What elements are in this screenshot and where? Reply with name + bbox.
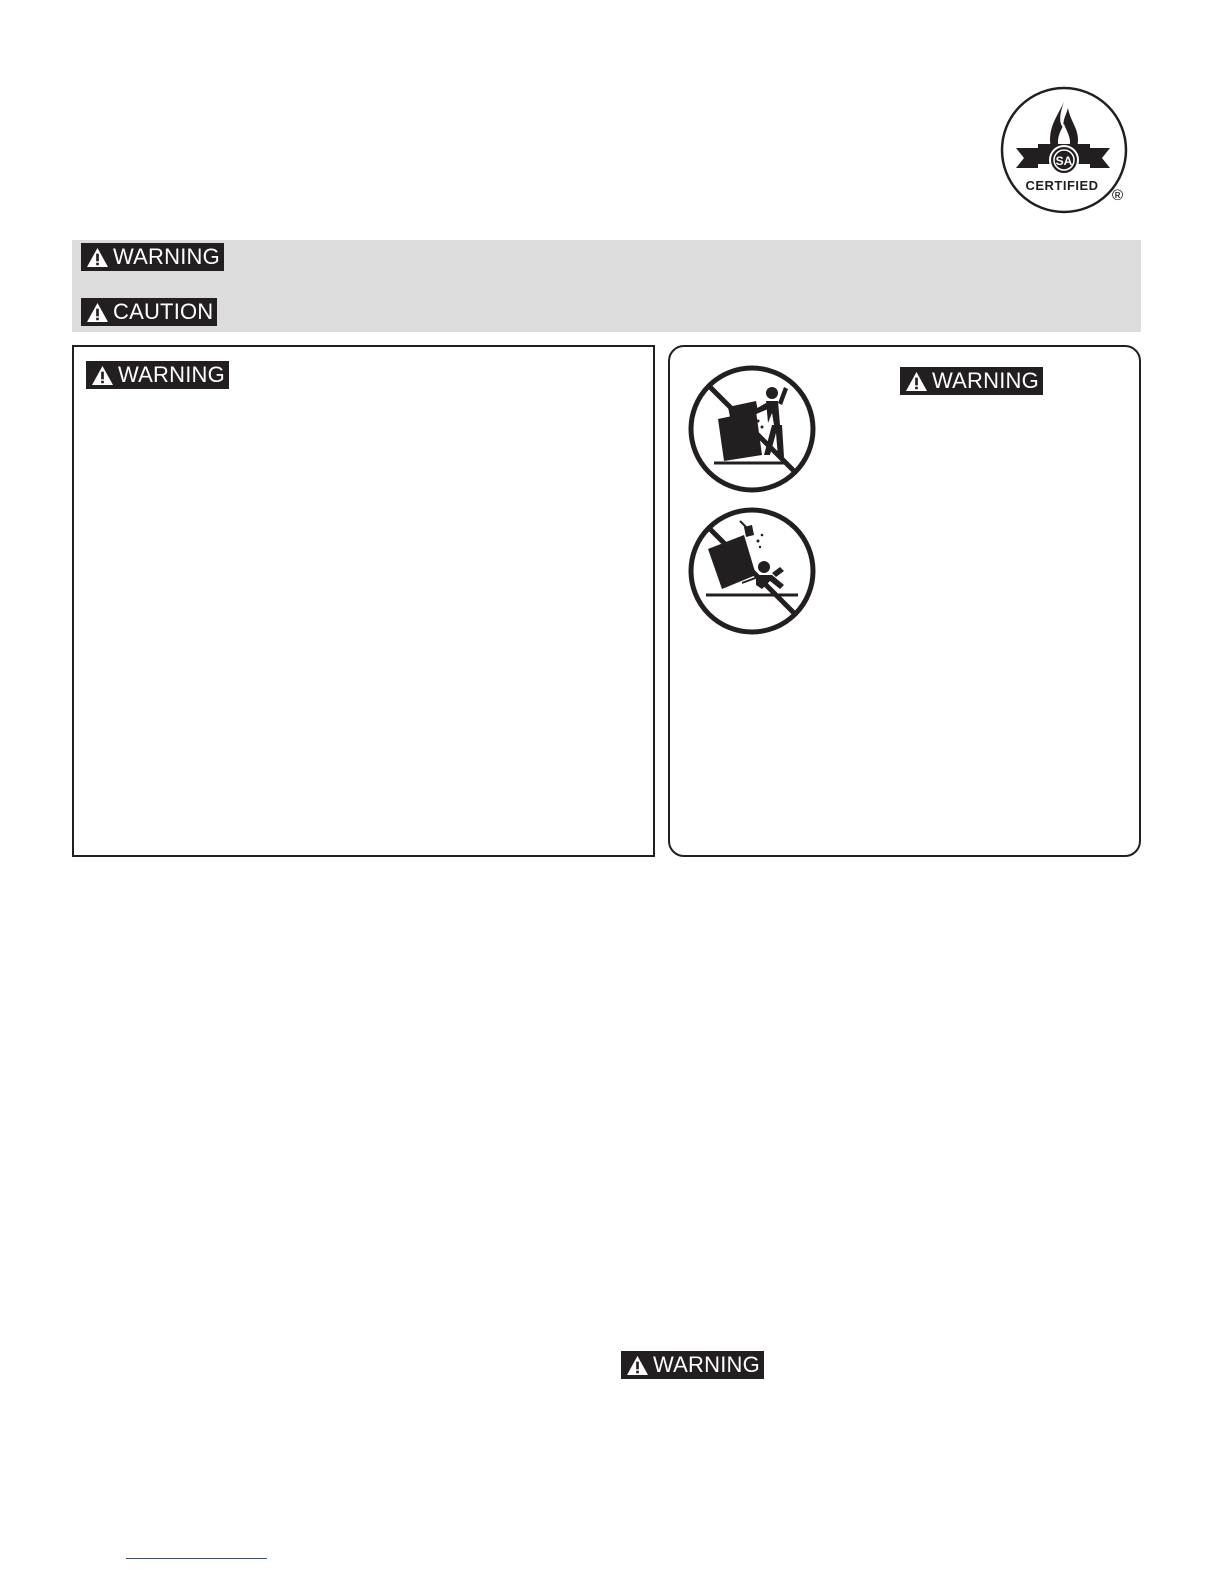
footer-link-underline[interactable] [126,1558,267,1559]
warning-text: WARNING [653,1352,760,1377]
signal-word-legend [72,240,1141,332]
alert-triangle-icon [86,302,109,323]
range-tipping-prohibited-pictogram [686,505,818,637]
csa-certification-seal [998,84,1130,216]
caution-text: CAUTION [113,299,214,324]
alert-triangle-icon [91,365,114,386]
warning-label [81,243,224,271]
warning-text: WARNING [113,244,220,269]
safety-warning-box [72,345,655,857]
seal-emblem-letters: SA [1055,154,1073,168]
alert-triangle-icon [905,371,928,392]
alert-triangle-icon [86,247,109,268]
anti-tip-warning-box [668,345,1141,857]
child-climbing-prohibited-pictogram [686,363,818,495]
seal-certified-text: CERTIFIED [1025,178,1099,193]
warning-text: WARNING [118,362,225,387]
warning-text: WARNING [932,368,1039,393]
caution-label [81,298,217,326]
warning-label [621,1351,764,1379]
warning-label [900,367,1043,395]
warning-label [86,361,229,389]
alert-triangle-icon [626,1355,649,1376]
registered-mark: ® [1112,187,1124,204]
